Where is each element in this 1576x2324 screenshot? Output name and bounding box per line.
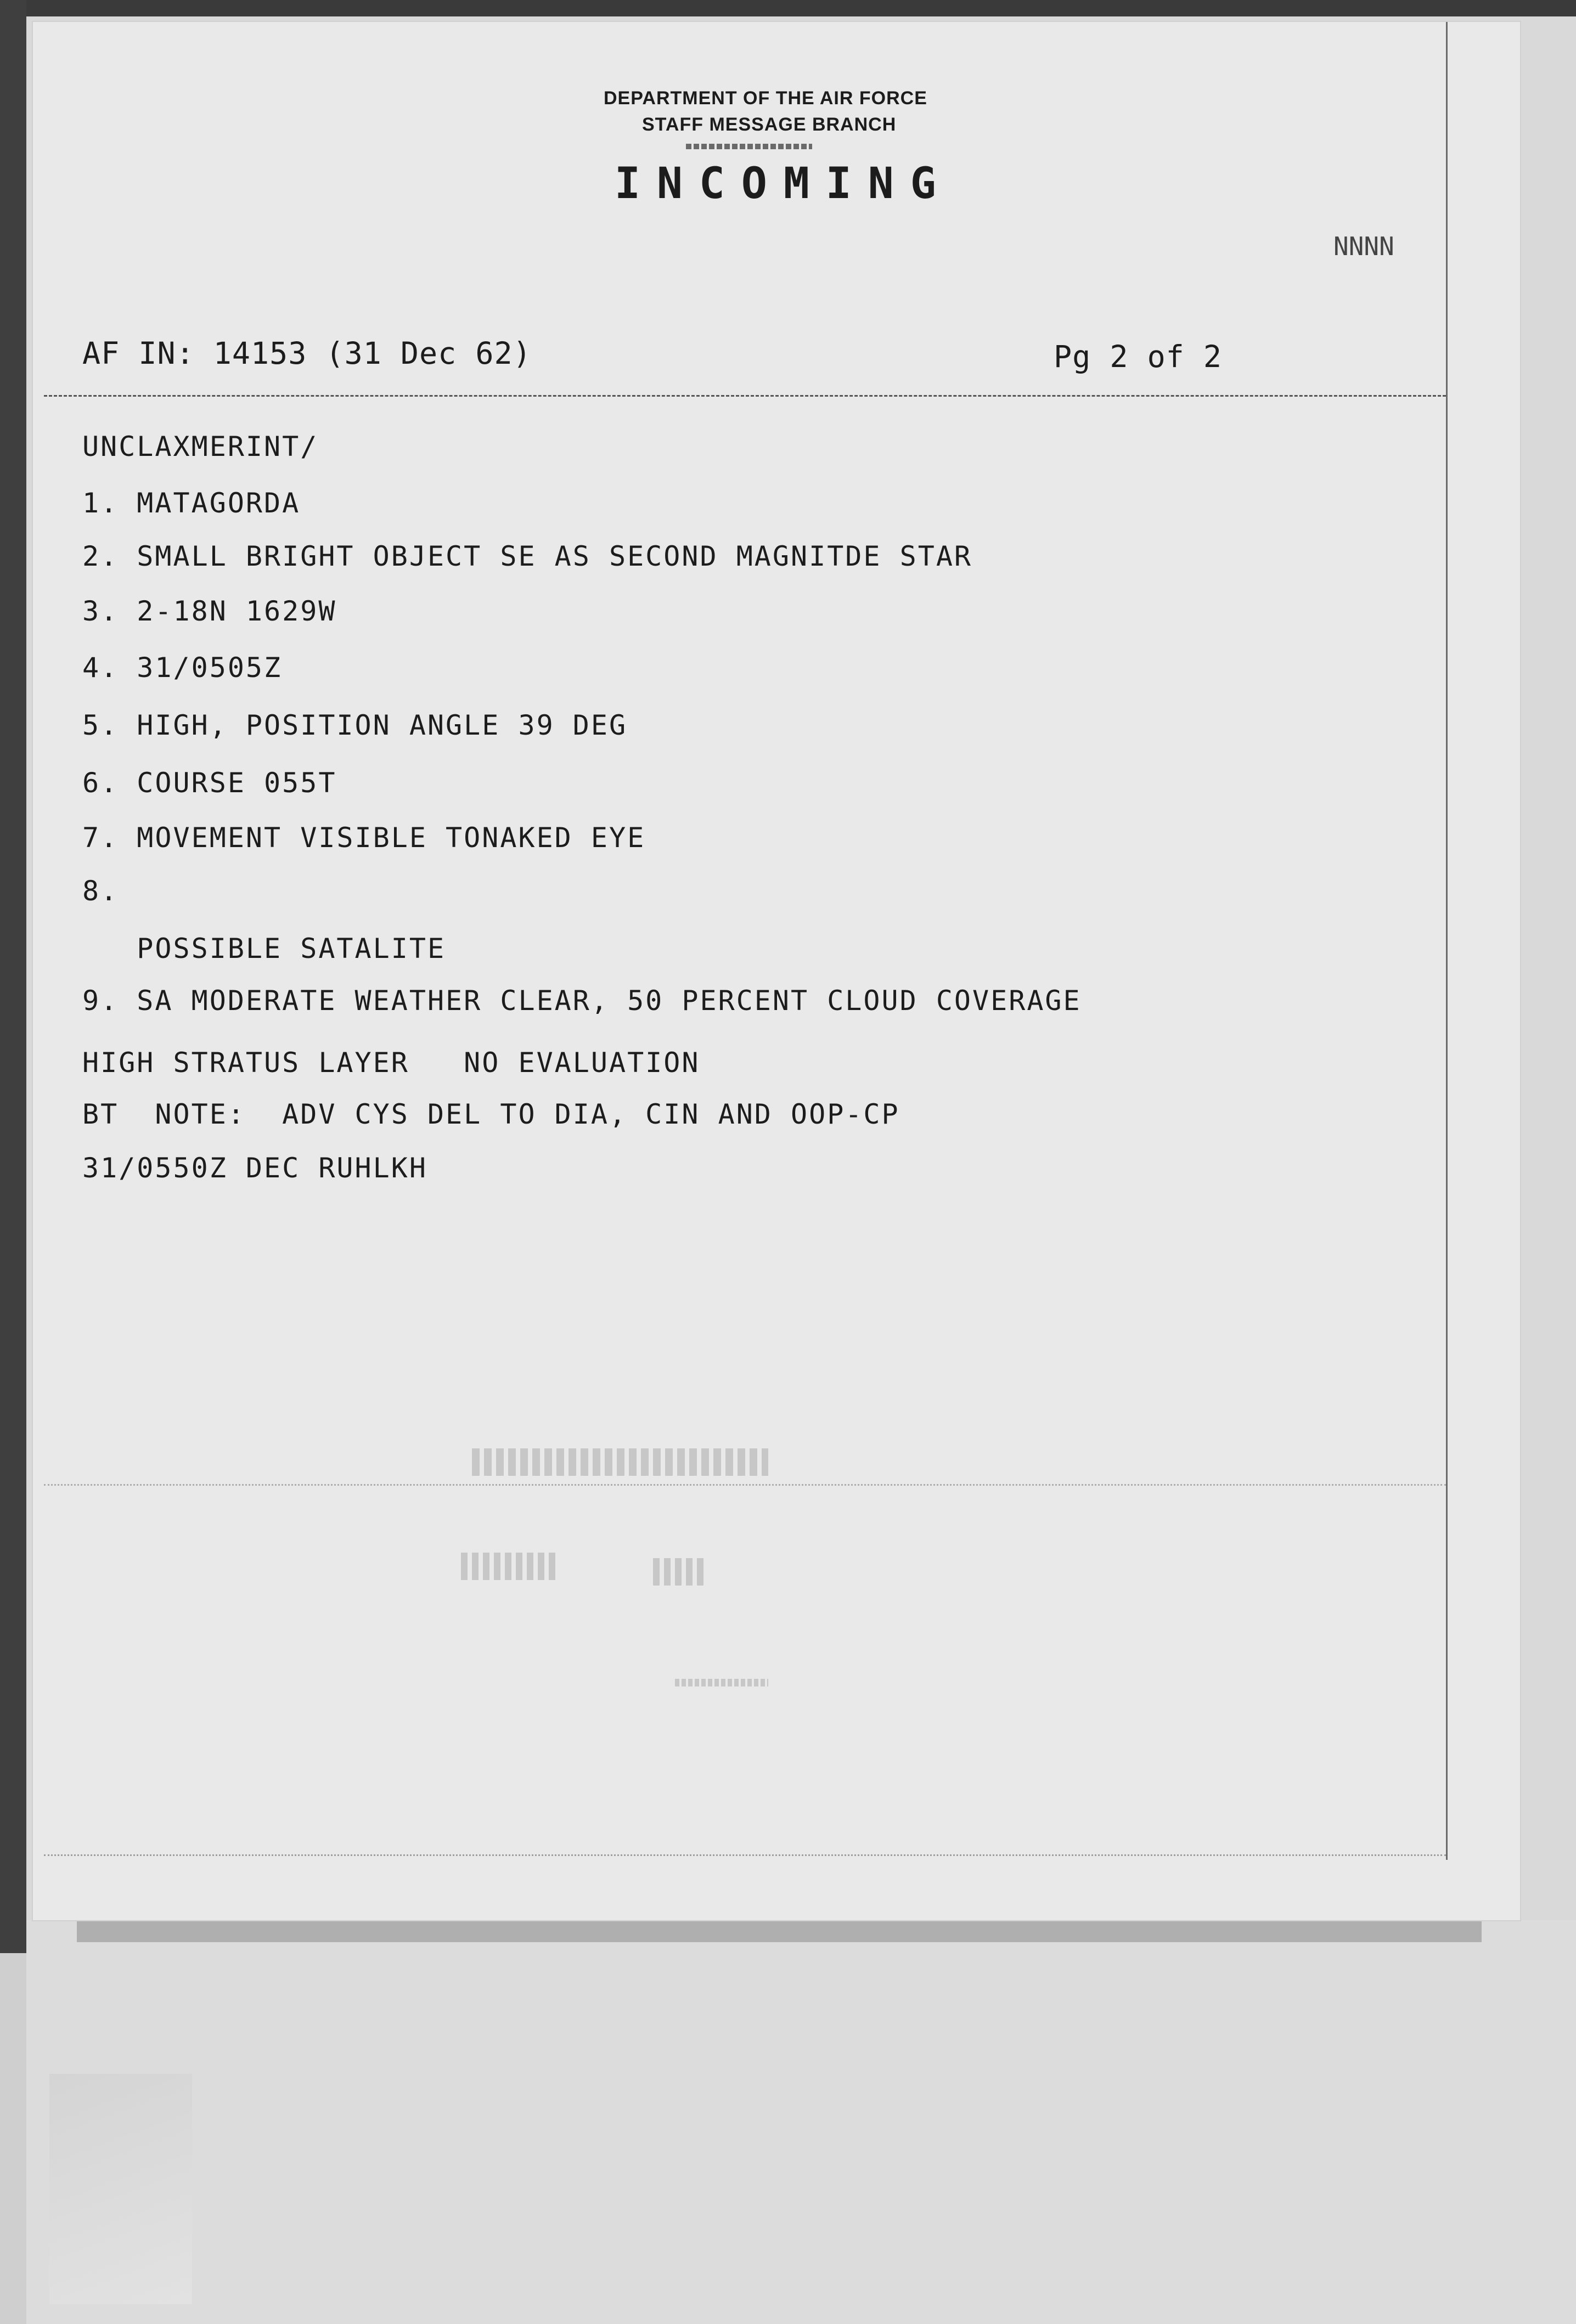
department-heading: DEPARTMENT OF THE AIR FORCE [604,88,927,109]
body-line-weather-cont: HIGH STRATUS LAYER NO EVALUATION [82,1047,700,1079]
branch-heading: STAFF MESSAGE BRANCH [642,114,897,135]
body-line-6: 6. COURSE 055T [82,767,337,799]
body-line-1: 1. MATAGORDA [82,487,301,519]
message-sheet [33,22,1520,1920]
film-border-left [0,0,26,1953]
body-line-classification: UNCLAXMERINT/ [82,431,319,462]
body-line-dtg: 31/0550Z DEC RUHLKH [82,1152,427,1184]
body-line-8-detail: POSSIBLE SATALITE [82,933,446,964]
background-smudge [49,2074,192,2304]
film-border-top [0,0,1576,16]
body-line-4: 4. 31/0505Z [82,652,283,684]
background-band [26,1920,1576,2324]
af-in-reference: AF IN: 14153 (31 Dec 62) [82,336,532,371]
bleed-through-mark [675,1679,768,1686]
nnnn-mark: NNNN [1333,232,1394,261]
header-divider [44,395,1446,397]
body-line-note: BT NOTE: ADV CYS DEL TO DIA, CIN AND OOP-CP [82,1098,900,1130]
body-line-7: 7. MOVEMENT VISIBLE TONAKED EYE [82,822,646,854]
bleed-through-mark [472,1448,768,1476]
film-border-left-lower [0,1953,26,2324]
sheet-shadow [77,1920,1482,1942]
body-line-5: 5. HIGH, POSITION ANGLE 39 DEG [82,709,628,741]
page-number: Pg 2 of 2 [1054,339,1223,374]
body-line-2: 2. SMALL BRIGHT OBJECT SE AS SECOND MAGNITDE STAR [82,540,973,572]
lower-divider [44,1484,1446,1486]
branch-subheading-stamp [686,144,812,149]
body-line-8: 8. [82,875,119,907]
incoming-title: INCOMING [615,159,953,208]
body-line-3: 3. 2-18N 1629W [82,595,337,627]
bottom-divider [44,1854,1446,1856]
bleed-through-mark [461,1553,560,1580]
bleed-through-mark [653,1558,708,1586]
body-line-9: 9. SA MODERATE WEATHER CLEAR, 50 PERCENT CLOUD COVERAGE [82,985,1082,1017]
